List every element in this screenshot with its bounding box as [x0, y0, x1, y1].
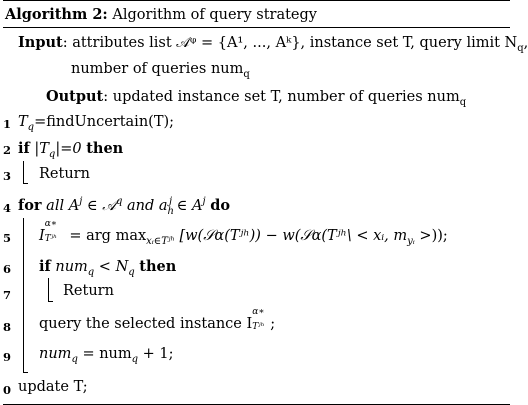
line-5-expr: [w(𝒮α(Tʲʰ)) − w(𝒮α(Tʲʰ\ < xᵢ, m: [174, 228, 408, 244]
line-6-sub: q: [87, 266, 95, 278]
input-line-2: [71, 61, 250, 80]
input-label: Input: [18, 34, 63, 51]
line-4-sup4: j: [202, 196, 206, 208]
algo-line-7: [63, 283, 114, 299]
input-text-2-sub: q: [243, 68, 250, 80]
line-4-text3: and a: [122, 198, 168, 214]
caption-title: Algorithm of query strategy: [112, 7, 317, 23]
algo-line-4: [18, 196, 231, 217]
line-3-return: Return: [39, 166, 90, 182]
algorithm-block: [3, 0, 528, 405]
output-label: Output: [46, 88, 104, 105]
line-4-sup3: j: [168, 196, 173, 208]
caption-label: Algorithm 2:: [5, 6, 108, 23]
line-2-cond: |T: [34, 141, 49, 157]
algo-line-5: [39, 219, 448, 247]
line-5-expr-sub: yᵢ: [407, 235, 415, 247]
algo-line-8: [39, 307, 276, 332]
input-text-1-end: ,: [523, 35, 528, 51]
algo-line-2: [18, 140, 124, 160]
line-8-sub-T: Tʲʰ: [252, 322, 265, 332]
if-block-bar-1: [23, 161, 24, 183]
caption-rule: [3, 27, 510, 28]
line-8-scripts: [252, 307, 270, 332]
line-5-sup-alpha: α∗: [44, 219, 57, 229]
line-number-8: 8: [3, 320, 12, 334]
output-text-sub: q: [459, 96, 467, 108]
line-10-text: update T;: [18, 379, 88, 395]
line-5-I: I: [39, 228, 45, 244]
line-number-6: 6: [3, 262, 12, 276]
line-4-sup: j: [79, 196, 83, 208]
line-6-if: if: [39, 258, 51, 275]
line-6-text2: < N: [94, 259, 129, 275]
algorithm-caption: [5, 6, 317, 23]
line-5-scripts: [44, 219, 65, 244]
line-1-text: =findUncertain(T);: [34, 114, 175, 130]
for-block-tick: [23, 372, 28, 373]
line-4-text: all A: [46, 198, 80, 214]
line-number-7: 7: [3, 288, 12, 302]
line-4-text2: ∈ 𝒜: [82, 198, 116, 214]
line-number-4: 4: [3, 201, 12, 215]
line-2-if: if: [18, 140, 30, 157]
line-number-10: 0: [3, 383, 12, 397]
for-block-bar: [23, 218, 24, 372]
line-8-sup-alpha: α∗: [252, 307, 265, 317]
line-2-cond2: |=0: [55, 141, 82, 157]
line-6-then: then: [139, 258, 177, 275]
line-6-sub2: q: [128, 266, 135, 278]
line-1-var: T: [18, 114, 28, 130]
line-number-2: 2: [3, 143, 12, 157]
line-number-9: 9: [3, 350, 12, 364]
line-number-3: 3: [3, 169, 12, 183]
line-9-text3: + 1;: [138, 346, 174, 362]
input-line-1: [18, 34, 528, 54]
line-5-sub-T: Tʲʰ: [44, 234, 58, 244]
line-1-sub: q: [27, 121, 35, 133]
algo-line-10: [18, 379, 88, 395]
line-5-end: >));: [414, 228, 448, 244]
algo-line-6: [39, 258, 177, 278]
input-text-1: : attributes list 𝒜ᵠ = {A¹, ..., Aᵏ}, instance set T, query limit N: [62, 35, 518, 51]
line-9-text2: = num: [77, 346, 132, 362]
line-4-sub3: h: [167, 205, 174, 217]
algo-line-3: [39, 166, 90, 182]
algo-line-9: [39, 346, 174, 365]
line-5-argmax-sub: xᵢ∈Tʲʰ: [146, 235, 175, 247]
output-text: : updated instance set T, number of queries num: [103, 89, 460, 105]
line-9-num: num: [39, 346, 72, 362]
line-2-then: then: [86, 140, 124, 157]
line-4-for: for: [18, 197, 42, 214]
line-2-sub: q: [48, 148, 56, 160]
line-5-argmax: = arg max: [64, 228, 147, 244]
line-9-sub2: q: [131, 353, 139, 365]
line-8-end: ;: [270, 316, 276, 332]
top-rule: [3, 0, 510, 1]
line-7-return: Return: [63, 283, 114, 299]
if-block-bar-2: [48, 278, 49, 301]
line-4-do: do: [210, 197, 231, 214]
output-line: [46, 88, 467, 108]
line-6-num: num: [55, 259, 88, 275]
input-text-2: number of queries num: [71, 61, 244, 77]
line-number-5: 5: [3, 231, 12, 245]
line-number-1: 1: [3, 117, 12, 131]
if-block-tick-2: [48, 301, 53, 302]
line-4-text4: ∈ A: [172, 198, 203, 214]
line-4-sup2: q: [115, 196, 123, 208]
input-text-1-sub: q: [517, 42, 524, 54]
if-block-tick-1: [23, 183, 28, 184]
line-9-sub: q: [71, 353, 78, 365]
algo-line-1: [18, 114, 175, 133]
line-8-text: query the selected instance I: [39, 316, 253, 332]
